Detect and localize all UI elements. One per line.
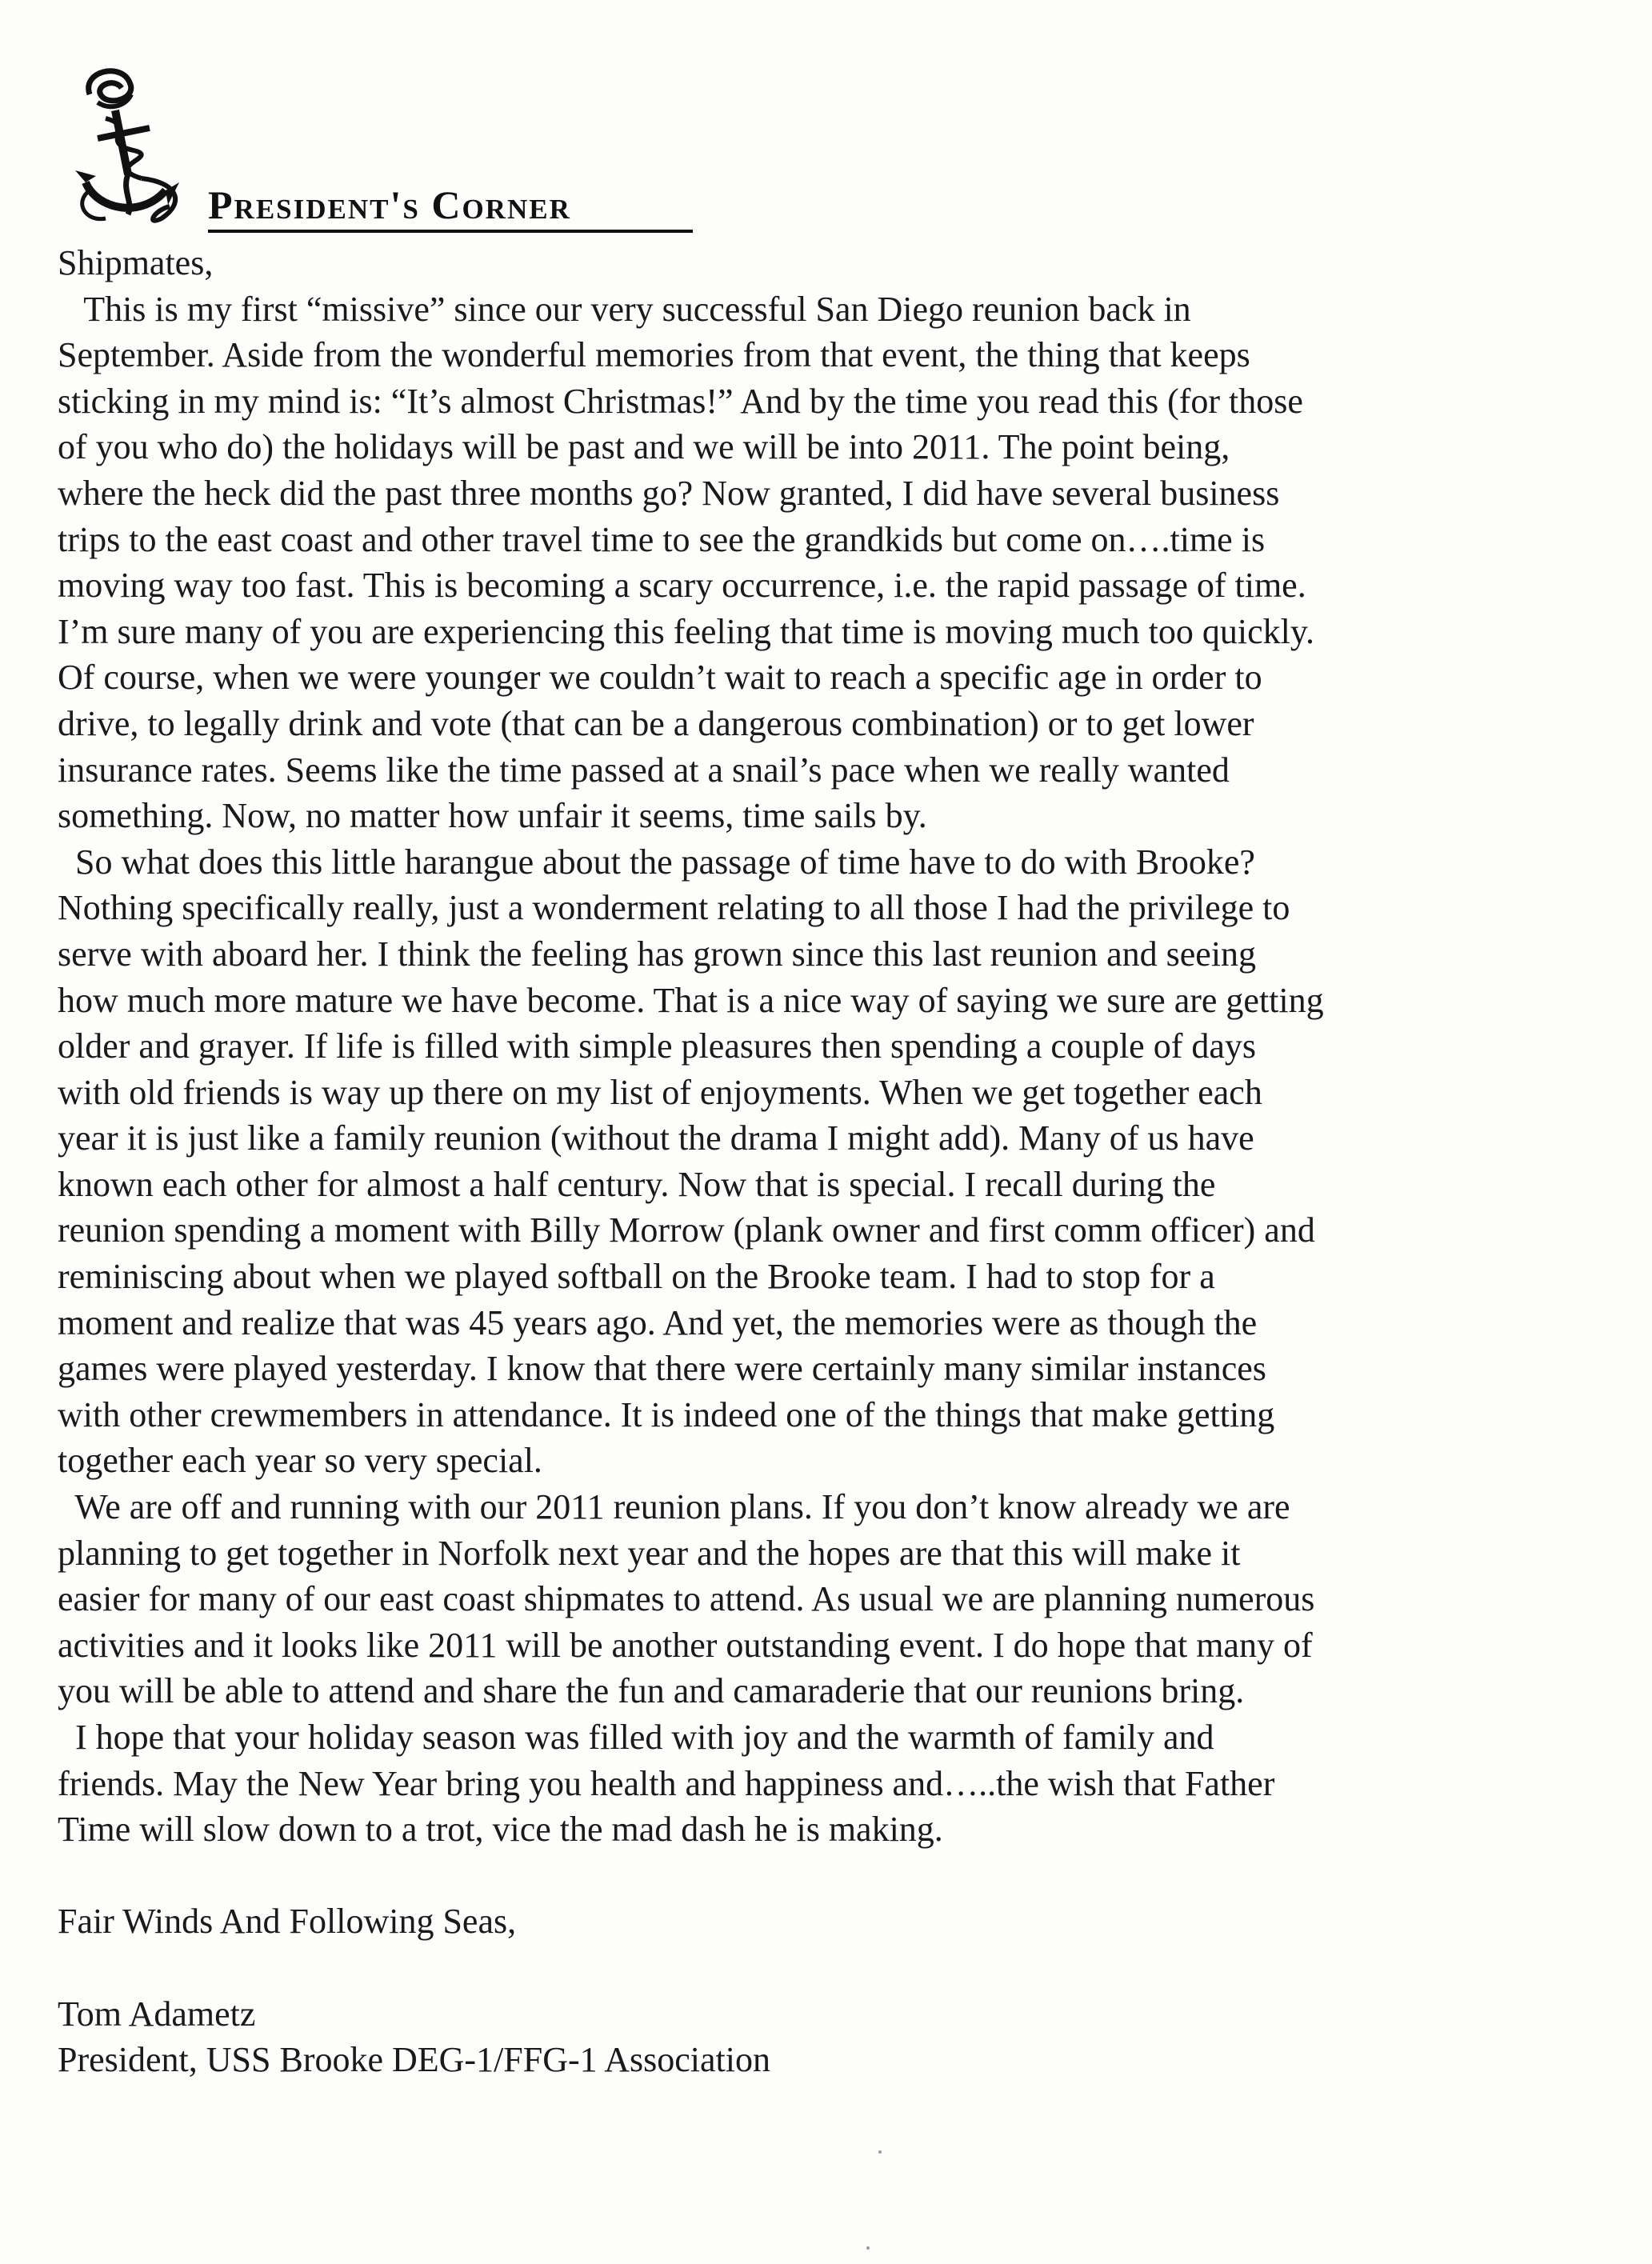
text-line: how much more mature we have become. That is a nice way of saying we sure are getting	[58, 980, 1324, 1020]
text-line: insurance rates. Seems like the time passed at a snail’s pace when we really wanted	[58, 750, 1230, 790]
text-line: easier for many of our east coast shipmates to attend. As usual we are planning numerous	[58, 1579, 1315, 1619]
paragraph-4	[58, 1714, 1594, 1853]
anchor-rope-logo	[66, 62, 194, 238]
text-line: serve with aboard her. I think the feeling has grown since this last reunion and seeing	[58, 934, 1257, 974]
text-line: activities and it looks like 2011 will be another outstanding event. I do hope that many of	[58, 1625, 1313, 1665]
text-line: So what does this little harangue about the passage of time have to do with Brooke?	[58, 842, 1255, 882]
text-line: Nothing specifically really, just a wonderment relating to all those I had the privilege to	[58, 888, 1290, 928]
text-line: friends. May the New Year bring you health and happiness and…..the wish that Father	[58, 1763, 1275, 1803]
paragraph-1	[58, 286, 1594, 839]
text-line: September. Aside from the wonderful memories from that event, the thing that keeps	[58, 335, 1250, 375]
text-line: known each other for almost a half century. Now that is special. I recall during the	[58, 1164, 1216, 1204]
text-line: Time will slow down to a trot, vice the mad dash he is making.	[58, 1810, 943, 1850]
text-line: with other crewmembers in attendance. It is indeed one of the things that make getting	[58, 1394, 1275, 1434]
text-line: older and grayer. If life is filled with simple pleasures then spending a couple of days	[58, 1026, 1257, 1066]
text-line: reminiscing about when we played softball on the Brooke team. I had to stop for a	[58, 1257, 1215, 1297]
letter-body	[58, 240, 1594, 2083]
text-line: I hope that your holiday season was filled with joy and the warmth of family and	[58, 1718, 1214, 1757]
text-line: moment and realize that was 45 years ago. And yet, the memories were as though the	[58, 1302, 1258, 1342]
column-header	[66, 62, 642, 238]
scan-speck	[866, 2246, 870, 2250]
text-line: together each year so very special.	[58, 1441, 542, 1481]
text-line: We are off and running with our 2011 reunion plans. If you don’t know already we are	[58, 1487, 1290, 1527]
spacer	[58, 1945, 1594, 1991]
text-line: year it is just like a family reunion (without the drama I might add). Many of us have	[58, 1118, 1254, 1158]
text-line: sticking in my mind is: “It’s almost Christmas!” And by the time you read this (for those	[58, 381, 1303, 421]
paragraph-2	[58, 839, 1594, 1484]
signature-name: Tom Adametz	[58, 1994, 256, 2034]
text-line: games were played yesterday. I know that there were certainly many similar instances	[58, 1349, 1266, 1389]
text-line: with old friends is way up there on my list of enjoyments. When we get together each	[58, 1072, 1262, 1112]
text-line: trips to the east coast and other travel time to see the grandkids but come on….time is	[58, 519, 1266, 559]
column-title: President's Corner	[208, 182, 571, 227]
closing: Fair Winds And Following Seas,	[58, 1902, 517, 1942]
title-underline	[208, 230, 693, 233]
signature-title: President, USS Brooke DEG-1/FFG-1 Association	[58, 2040, 770, 2080]
text-line: you will be able to attend and share the fun and camaraderie that our reunions bring.	[58, 1671, 1245, 1711]
text-line: of you who do) the holidays will be past and we will be into 2011. The point being,	[58, 427, 1230, 467]
text-line: reunion spending a moment with Billy Morrow (plank owner and first comm officer) and	[58, 1210, 1315, 1250]
spacer	[58, 1853, 1594, 1899]
text-line: planning to get together in Norfolk next year and the hopes are that this will make it	[58, 1533, 1241, 1573]
text-line: where the heck did the past three months go? Now granted, I did have several business	[58, 473, 1280, 513]
salutation: Shipmates,	[58, 243, 214, 282]
text-line: something. Now, no matter how unfair it seems, time sails by.	[58, 796, 927, 836]
text-line: I’m sure many of you are experiencing this feeling that time is moving much too quickly.	[58, 611, 1314, 651]
text-line: moving way too fast. This is becoming a scary occurrence, i.e. the rapid passage of time.	[58, 566, 1306, 606]
paragraph-3	[58, 1484, 1594, 1714]
scan-speck	[878, 2150, 882, 2154]
text-line: Of course, when we were younger we couldn’t wait to reach a specific age in order to	[58, 658, 1262, 698]
text-line: drive, to legally drink and vote (that can be a dangerous combination) or to get lower	[58, 703, 1254, 743]
text-line: This is my first “missive” since our very successful San Diego reunion back in	[58, 289, 1191, 329]
